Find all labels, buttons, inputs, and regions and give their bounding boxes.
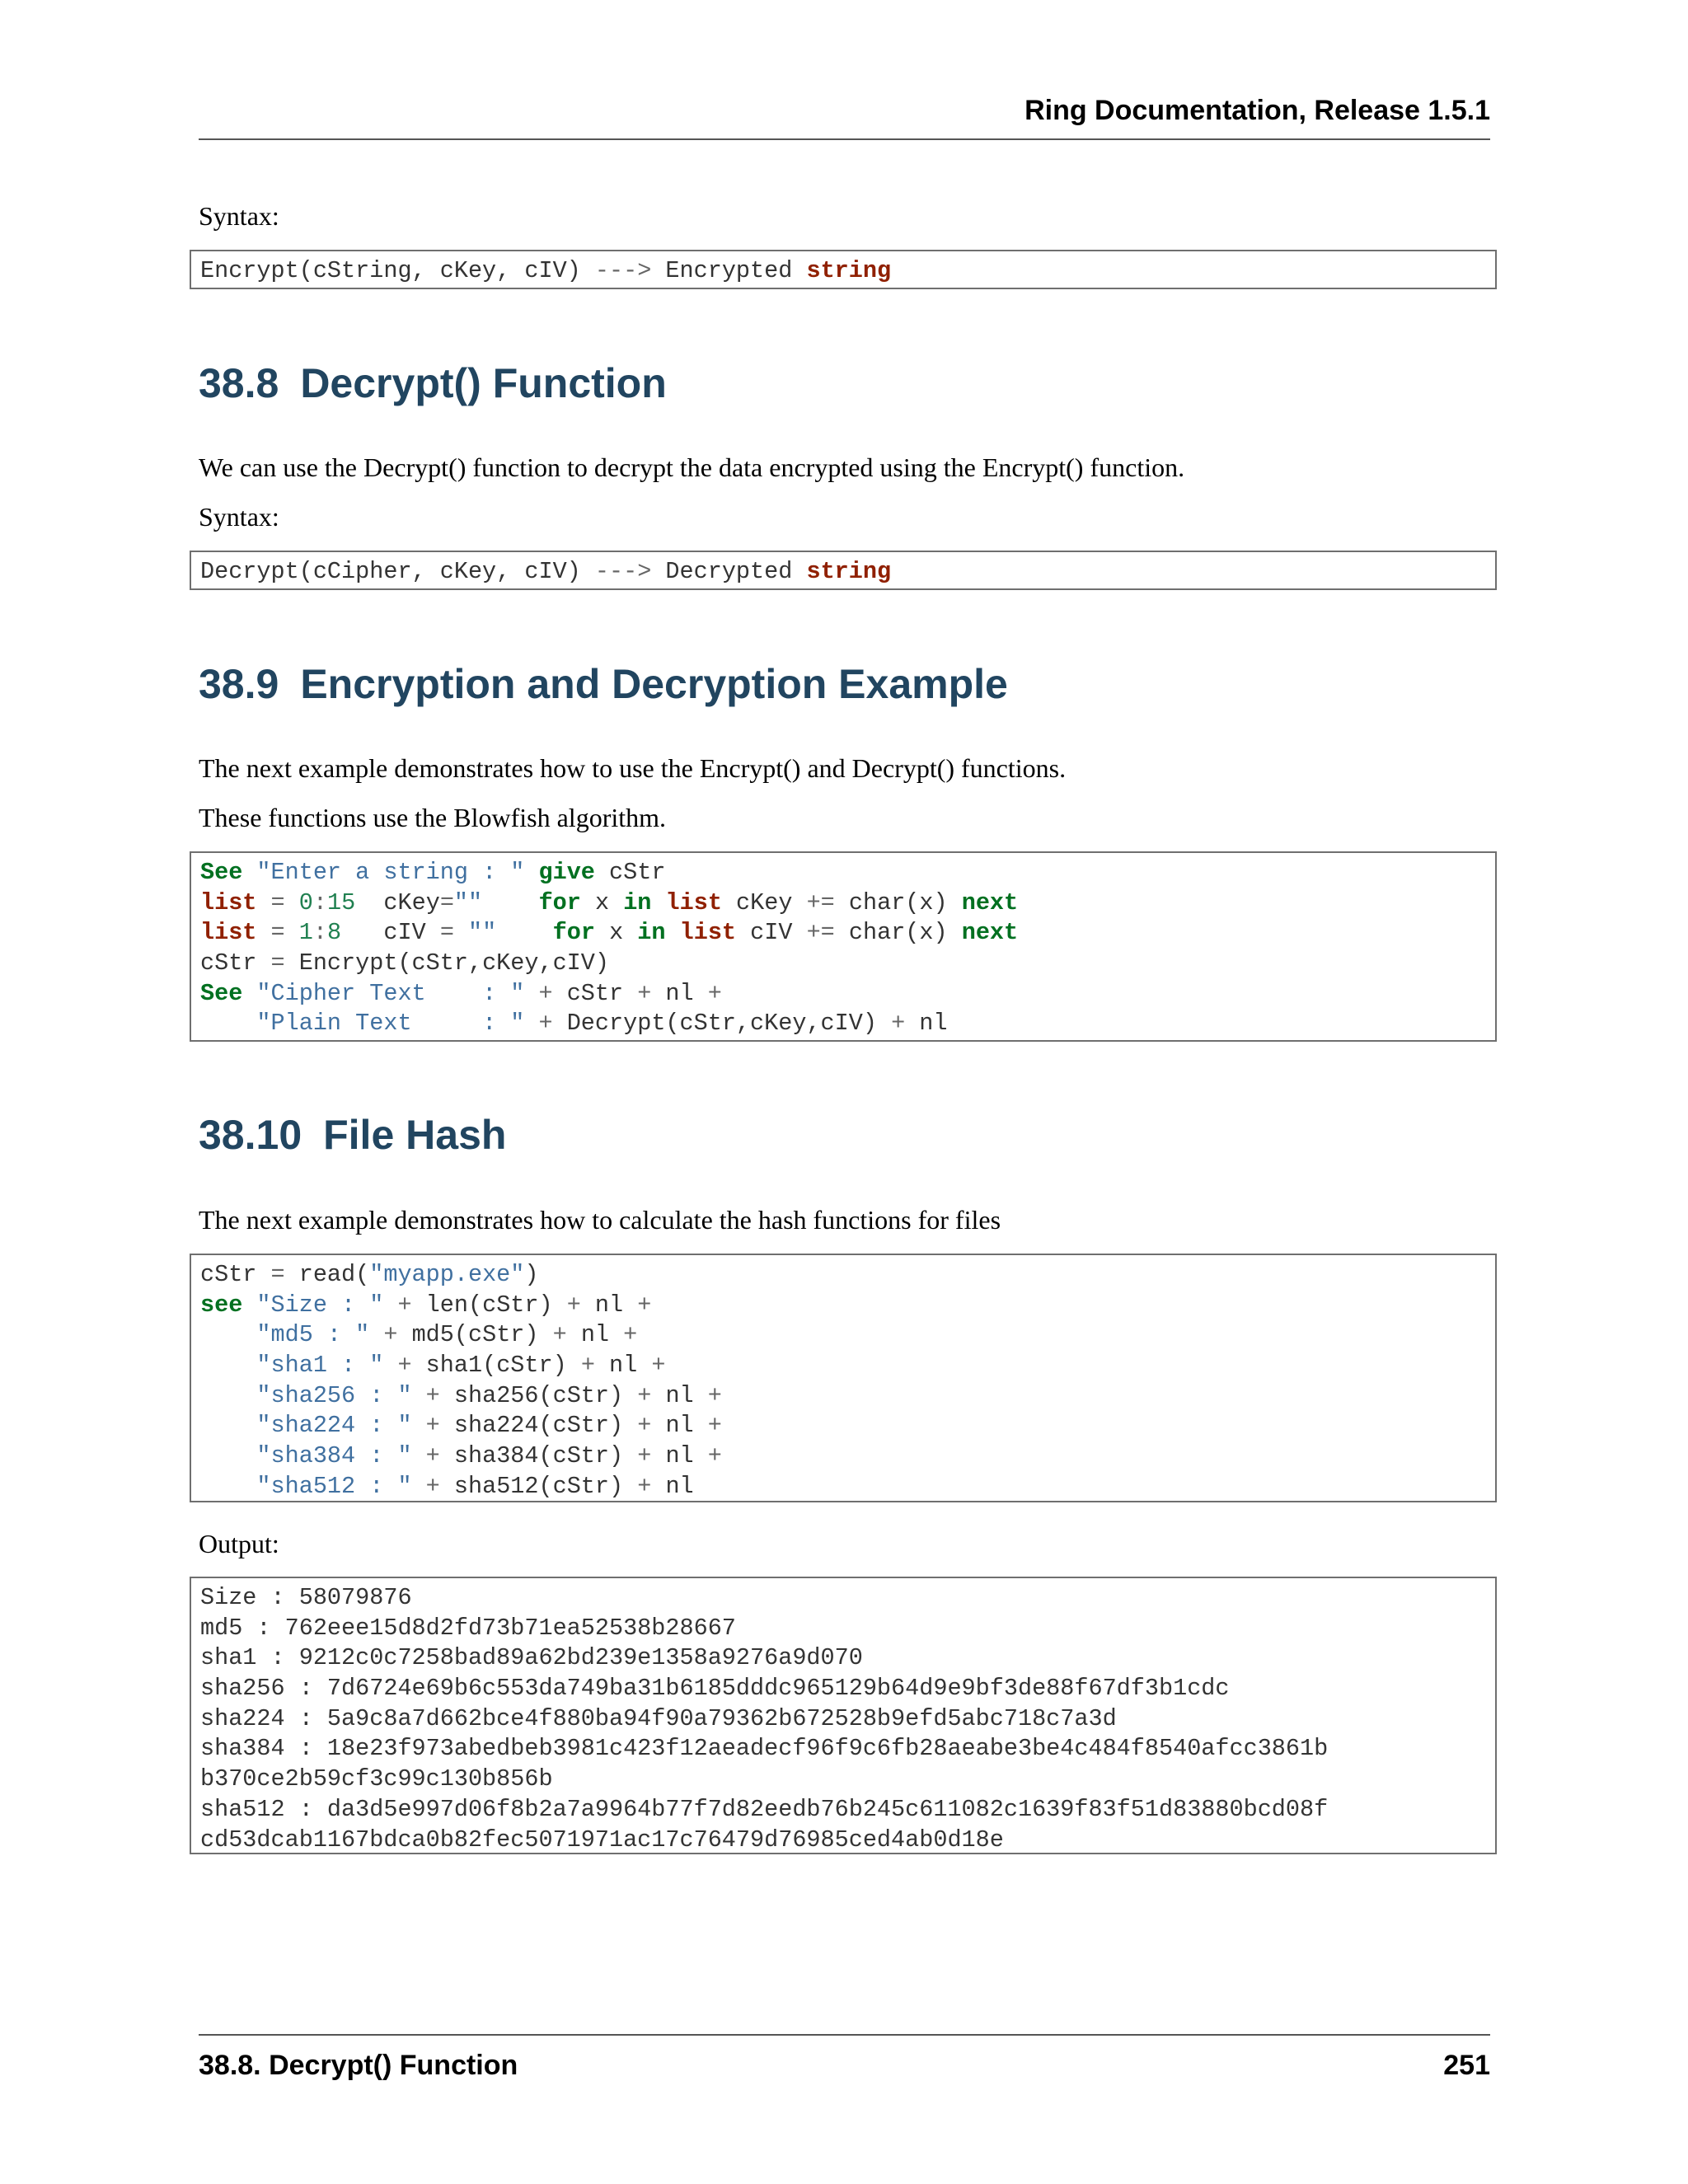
code-token: char(x) (834, 919, 962, 947)
output-line: sha256 : 7d6724e69b6c553da749ba31b6185dddc965129b64d9e9bf3de88f67df3b1cdc (200, 1675, 1230, 1703)
section-title: Encryption and Decryption Example (300, 661, 1008, 707)
output-line: sha1 : 9212c0c7258bad89a62bd239e1358a9276a9d070 (200, 1644, 863, 1672)
code-token: = (270, 949, 285, 977)
running-footer (199, 2034, 1490, 2083)
file-hash-description: The next example demonstrates how to calculate the hash functions for files (199, 1205, 1001, 1235)
code-token (412, 1473, 426, 1500)
code-token: cIV (341, 919, 440, 947)
code-token: "Enter a string : " (256, 859, 525, 886)
output-line: md5 : 762eee15d8d2fd73b71ea52538b28667 (200, 1614, 736, 1642)
code-token (256, 919, 270, 946)
code-token: "Size : " (256, 1291, 384, 1319)
code-token: "myapp.exe" (369, 1261, 525, 1288)
encrypt-signature: Encrypt(cString, cKey, cIV) (200, 257, 581, 284)
code-token: + (637, 1291, 652, 1319)
code-token: nl (580, 1291, 638, 1319)
code-token: + (637, 1412, 652, 1440)
code-token: + (397, 1291, 412, 1319)
code-token: give (538, 859, 595, 886)
code-token (200, 1010, 256, 1037)
code-token: = (439, 919, 454, 947)
code-token: "sha512 : " (256, 1472, 412, 1500)
code-line (200, 888, 1486, 919)
encrypt-return-type: string (806, 257, 892, 284)
code-token: + (383, 1321, 398, 1349)
code-token: nl (651, 979, 708, 1007)
section-number: 38.9 (199, 661, 279, 707)
code-token: sha1(cStr) (411, 1352, 581, 1380)
code-line (200, 979, 1486, 1010)
code-token (651, 889, 665, 916)
code-token: sha384(cStr) (439, 1442, 638, 1470)
code-token: nl (905, 1010, 948, 1038)
code-token: + (891, 1010, 906, 1038)
code-token: sha256(cStr) (439, 1381, 638, 1409)
code-token: nl (566, 1321, 624, 1349)
code-token: 15 (326, 888, 356, 916)
section-heading-decrypt (199, 359, 667, 408)
code-token: list (200, 888, 257, 916)
code-token (524, 1010, 538, 1037)
code-token: sha224(cStr) (439, 1412, 638, 1440)
blowfish-note: These functions use the Blowfish algorithm. (199, 803, 667, 832)
code-token: nl (651, 1381, 708, 1409)
code-token (496, 919, 552, 946)
code-token: += (806, 888, 835, 916)
code-token: + (425, 1412, 440, 1440)
code-token: see (200, 1291, 243, 1319)
code-token (200, 1473, 256, 1500)
code-token: x (594, 919, 638, 947)
code-token: = (270, 888, 285, 916)
output-line: Size : 58079876 (200, 1584, 412, 1611)
decrypt-return-type: string (806, 558, 892, 585)
output-line: sha384 : 18e23f973abedbeb3981c423f12aeadecf96f9c6fb28aeabe3be4c484f8540afcc3861b (200, 1735, 1329, 1763)
code-token: nl (651, 1472, 694, 1500)
code-token (200, 1352, 256, 1379)
code-token: next (961, 919, 1019, 947)
code-line (200, 1472, 1486, 1502)
code-token: "sha224 : " (256, 1412, 412, 1440)
code-token (412, 1442, 426, 1469)
code-token: + (637, 1381, 652, 1409)
code-token: See (200, 859, 243, 886)
code-token: ) (524, 1261, 539, 1288)
code-token: nl (651, 1442, 708, 1470)
code-line (200, 949, 1486, 979)
code-token (524, 980, 538, 1007)
code-token: + (707, 1381, 722, 1409)
code-token: list (665, 888, 722, 916)
code-token: for (538, 888, 581, 916)
code-token (200, 1442, 256, 1469)
example-code-block (190, 851, 1497, 1042)
code-token (412, 1382, 426, 1409)
code-token (412, 1412, 426, 1439)
code-token: 8 (326, 919, 342, 947)
code-token (454, 919, 468, 946)
code-token: md5(cStr) (397, 1321, 553, 1349)
syntax-label: Syntax: (199, 201, 279, 231)
output-line: sha512 : da3d5e997d06f8b2a7a9964b77f7d82eedb76b245c611082c1639f83f51d83880bcd08f (200, 1795, 1329, 1823)
code-token (369, 1321, 383, 1348)
code-token: 0 (298, 888, 313, 916)
code-token: : (312, 919, 327, 947)
code-token: cIV (736, 919, 807, 947)
page-number: 251 (1443, 2050, 1490, 2081)
encrypt-syntax-block (190, 250, 1497, 289)
code-token: + (425, 1472, 440, 1500)
code-token: + (538, 979, 553, 1007)
code-token: list (200, 919, 257, 947)
code-token: + (623, 1321, 638, 1349)
code-token: "sha384 : " (256, 1442, 412, 1470)
decrypt-return: Decrypted (665, 558, 793, 585)
code-token (285, 889, 299, 916)
code-token: + (425, 1442, 440, 1470)
code-token: cStr (200, 1261, 271, 1288)
code-token: next (961, 888, 1019, 916)
code-token (285, 919, 299, 946)
section-heading-file-hash (199, 1110, 506, 1160)
encrypt-return: Encrypted (665, 257, 793, 284)
code-line (200, 1381, 1486, 1412)
code-token: cStr (594, 859, 666, 886)
output-line: cd53dcab1167bdca0b82fec5071971ac17c76479d76985ced4ab0d18e (200, 1825, 1004, 1854)
code-token: + (538, 1010, 553, 1038)
code-token: cKey (355, 888, 440, 916)
section-number: 38.8 (199, 360, 279, 406)
code-token: + (651, 1352, 666, 1380)
code-token (482, 889, 538, 916)
code-line (200, 1411, 1486, 1441)
code-token: + (637, 1442, 652, 1470)
code-token: : (312, 888, 327, 916)
code-token (383, 1352, 397, 1379)
code-token: "sha256 : " (256, 1381, 412, 1409)
output-line: b370ce2b59cf3c99c130b856b (200, 1765, 553, 1793)
code-token: cStr (200, 949, 271, 977)
code-line (200, 1009, 1486, 1039)
code-token: + (552, 1321, 567, 1349)
decrypt-arrow: ---> (594, 558, 652, 585)
decrypt-description: We can use the Decrypt() function to decrypt the data encrypted using the Encrypt() function. (199, 452, 1185, 482)
decrypt-syntax-label: Syntax: (199, 502, 279, 532)
code-token: += (806, 919, 835, 947)
code-token: "md5 : " (256, 1321, 370, 1349)
code-token: nl (594, 1352, 652, 1380)
code-token: + (637, 979, 652, 1007)
code-token: len(cStr) (411, 1291, 567, 1319)
code-token: + (425, 1381, 440, 1409)
code-token (524, 859, 538, 886)
code-token: + (637, 1472, 652, 1500)
section-title: Decrypt() Function (300, 360, 667, 406)
code-token (200, 1382, 256, 1409)
encrypt-arrow: ---> (594, 257, 652, 284)
code-line (200, 1291, 1486, 1321)
code-token (666, 919, 680, 946)
code-token: read( (284, 1261, 370, 1288)
code-token: in (637, 919, 666, 947)
code-token (383, 1291, 397, 1319)
section-title: File Hash (323, 1112, 507, 1158)
code-token: "Cipher Text : " (256, 979, 525, 1007)
code-line (200, 1260, 1486, 1291)
header-title: Ring Documentation, Release 1.5.1 (1025, 95, 1490, 126)
code-token (242, 980, 256, 1007)
code-token (242, 859, 256, 886)
output-block (190, 1577, 1497, 1854)
code-token: in (623, 888, 652, 916)
code-line (200, 918, 1486, 949)
code-token: + (707, 1412, 722, 1440)
running-header (199, 92, 1490, 140)
code-token: cKey (721, 888, 807, 916)
code-token (200, 1412, 256, 1439)
section-number: 38.10 (199, 1112, 302, 1158)
code-token: list (679, 919, 737, 947)
code-token (242, 1291, 256, 1319)
code-token: x (580, 888, 624, 916)
code-token: "sha1 : " (256, 1352, 384, 1380)
code-token: "" (453, 888, 483, 916)
code-token (200, 1321, 256, 1348)
code-token: See (200, 979, 243, 1007)
code-token: cStr (552, 979, 638, 1007)
decrypt-signature: Decrypt(cCipher, cKey, cIV) (200, 558, 581, 585)
code-token: "Plain Text : " (256, 1010, 525, 1038)
section-heading-example (199, 659, 1008, 709)
code-line (200, 1320, 1486, 1351)
decrypt-syntax-block (190, 551, 1497, 590)
code-token: + (707, 979, 722, 1007)
code-token: = (270, 1261, 285, 1288)
code-token: Encrypt(cStr,cKey,cIV) (284, 949, 609, 977)
code-token: 1 (298, 919, 313, 947)
code-token: Decrypt(cStr,cKey,cIV) (552, 1010, 892, 1038)
code-token: + (707, 1442, 722, 1470)
code-token (256, 889, 270, 916)
code-line (200, 1351, 1486, 1381)
code-token: = (439, 888, 454, 916)
output-label: Output: (199, 1529, 279, 1558)
code-token: "" (468, 919, 497, 947)
code-line (200, 858, 1486, 888)
code-token: nl (651, 1412, 708, 1440)
code-line (200, 1441, 1486, 1472)
code-token: char(x) (834, 888, 962, 916)
footer-section: 38.8. Decrypt() Function (199, 2050, 518, 2081)
output-line: sha224 : 5a9c8a7d662bce4f880ba94f90a79362b672528b9efd5abc718c7a3d (200, 1704, 1117, 1732)
example-description: The next example demonstrates how to use the Encrypt() and Decrypt() functions. (199, 753, 1067, 783)
code-token: for (552, 919, 595, 947)
code-token: = (270, 919, 285, 947)
code-token: + (580, 1352, 595, 1380)
hash-code-block (190, 1254, 1497, 1502)
code-token: + (566, 1291, 581, 1319)
code-token: + (397, 1352, 412, 1380)
code-token: sha512(cStr) (439, 1472, 638, 1500)
